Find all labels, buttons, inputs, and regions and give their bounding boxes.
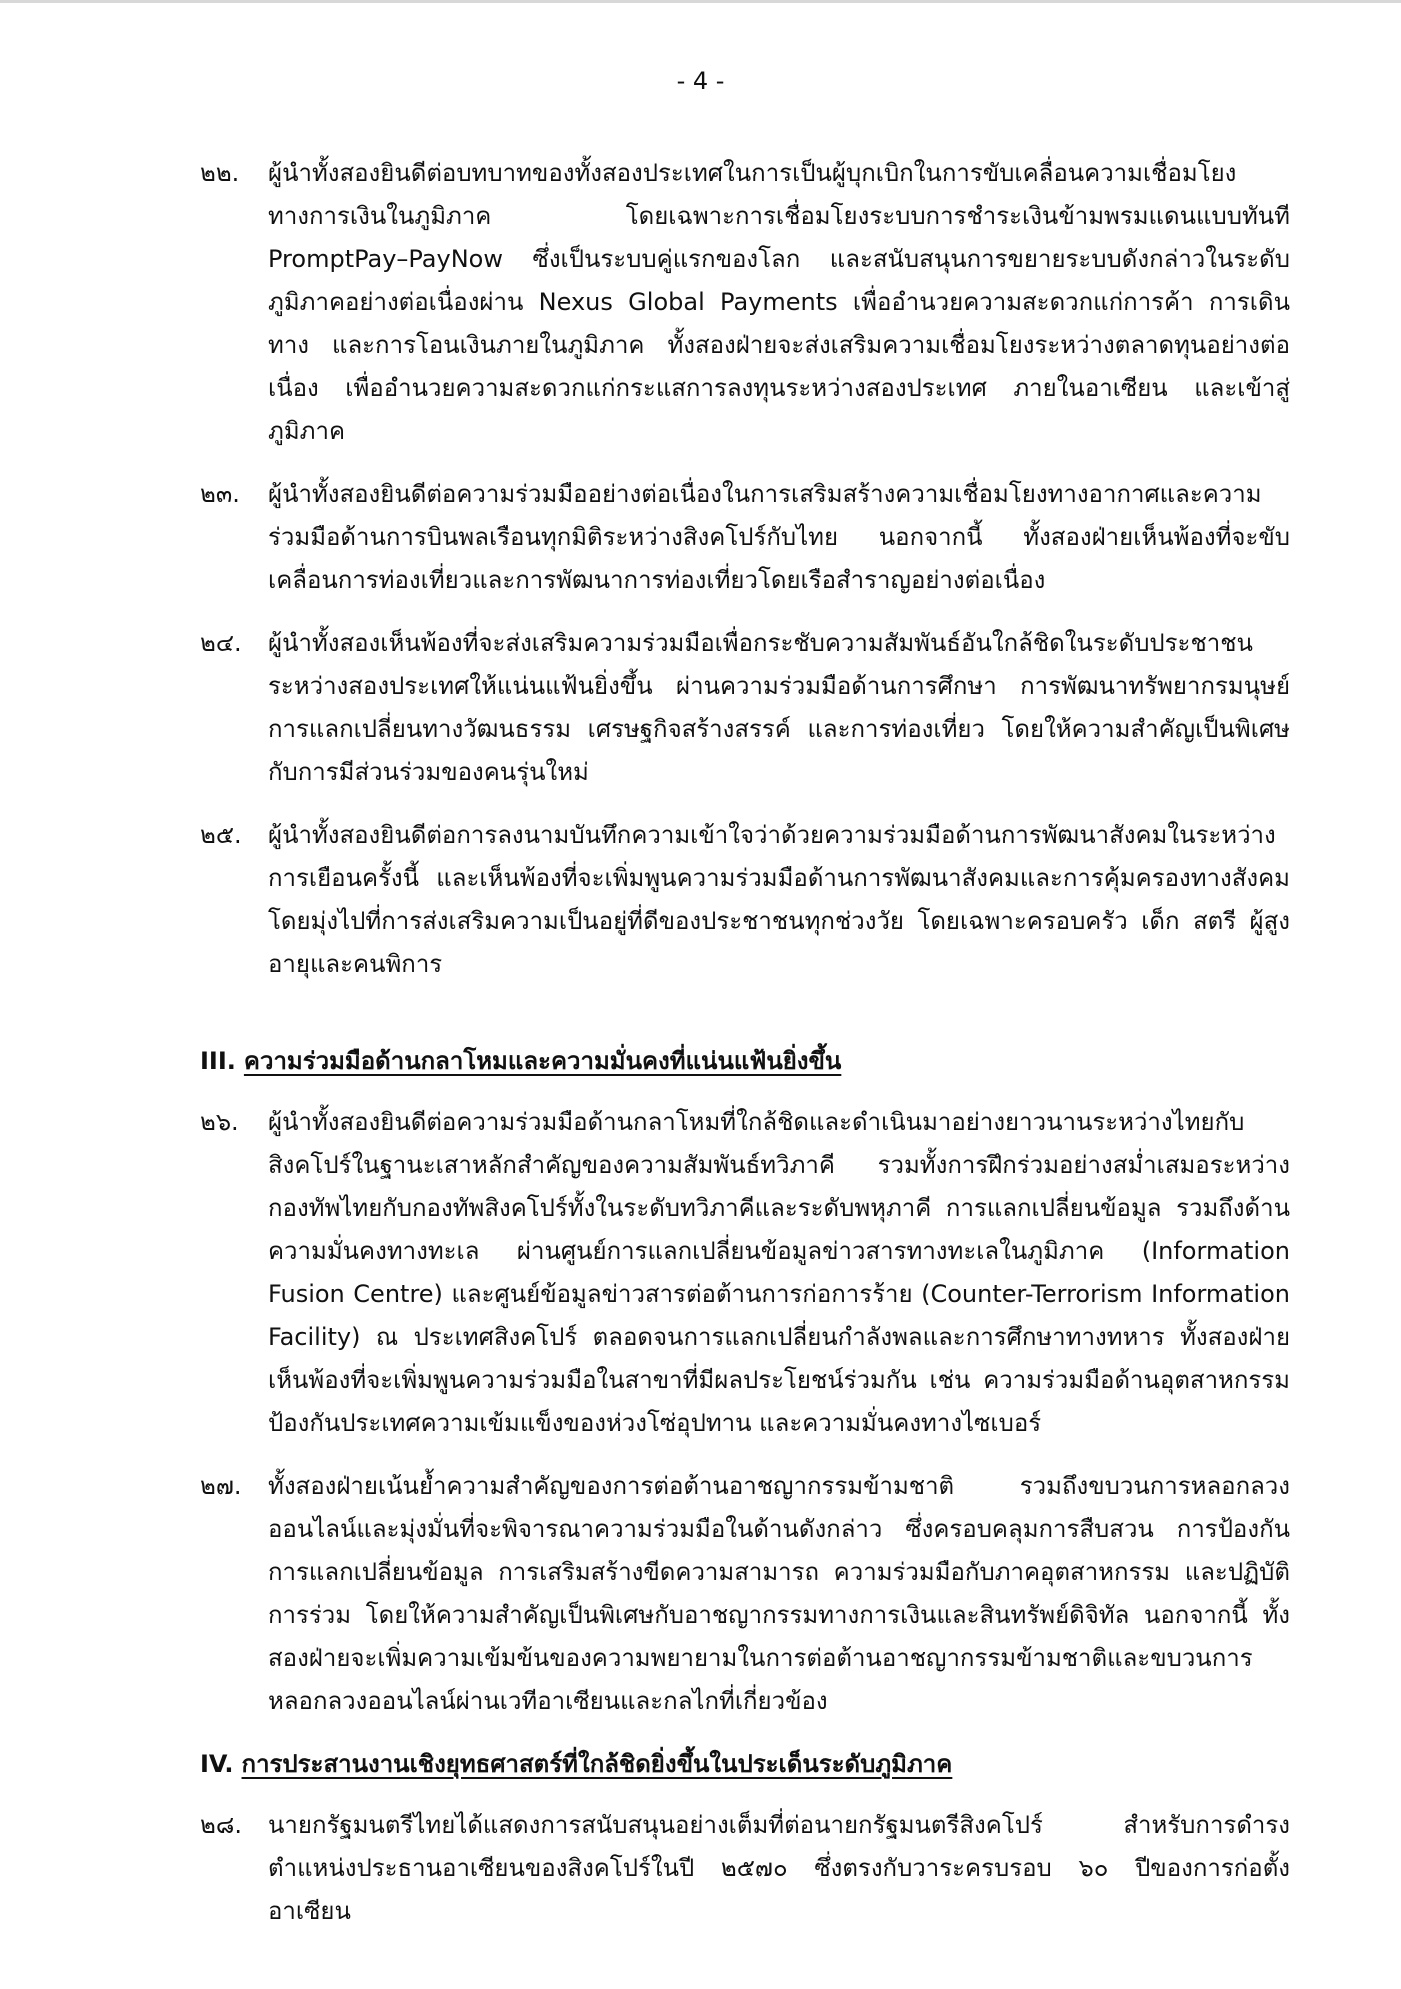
section-numeral: III. bbox=[200, 1047, 236, 1075]
paragraph-number: ๒๘. bbox=[200, 1811, 242, 1839]
section-title: ความร่วมมือด้านกลาโหมและความมั่นคงที่แน่นแฟ้นยิ่งขึ้น bbox=[243, 1047, 842, 1075]
paragraph-number: ๒๔. bbox=[200, 629, 242, 657]
top-border-line bbox=[0, 0, 1401, 3]
paragraph-number: ๒๕. bbox=[200, 821, 242, 849]
paragraph-22 bbox=[200, 152, 1290, 453]
paragraph-text: นายกรัฐมนตรีไทยได้แสดงการสนับสนุนอย่างเต็มที่ต่อนายกรัฐมนตรีสิงคโปร์ สำหรับการดำรงตำแหน่งประธานอาเซียนของสิงคโปร์ในปี ๒๕๗๐ ซึ่งตรงกับวาระครบรอบ ๖๐ ปีของการก่อตั้งอาเซียน bbox=[268, 1811, 1290, 1925]
document-body bbox=[200, 152, 1290, 1953]
paragraph-number: ๒๒. bbox=[200, 159, 240, 187]
paragraph-number: ๒๖. bbox=[200, 1108, 239, 1136]
section-numeral: IV. bbox=[200, 1750, 234, 1778]
page-number: - 4 - bbox=[676, 67, 725, 95]
paragraph-number: ๒๓. bbox=[200, 480, 240, 508]
paragraph-28 bbox=[200, 1804, 1290, 1933]
paragraph-text: ทั้งสองฝ่ายเน้นย้ำความสำคัญของการต่อต้านอาชญากรรมข้ามชาติ รวมถึงขบวนการหลอกลวงออนไลน์และมุ่งมั่นที่จะพิจารณาความร่วมมือในด้านดังกล่าว ซึ่งครอบคลุมการสืบสวน การป้องกันการแลกเปลี่ยนข้อมูล การเสริมสร้างขีดความสามารถ ความร่วมมือกับภาคอุตสาหกรรม และปฏิบัติการร่วม โดยให้ความสำคัญเป็นพิเศษกับอาชญากรรมทางการเงินและสินทรัพย์ดิจิทัล นอกจากนี้ ทั้งสองฝ่ายจะเพิ่มความเข้มข้นของความพยายามในการต่อต้านอาชญากรรมข้ามชาติและขบวนการหลอกลวงออนไลน์ผ่านเวทีอาเซียนและกลไกที่เกี่ยวข้อง bbox=[268, 1472, 1290, 1715]
paragraph-text: ผู้นำทั้งสองยินดีต่อความร่วมมือด้านกลาโหมที่ใกล้ชิดและดำเนินมาอย่างยาวนานระหว่างไทยกับสิงคโปร์ในฐานะเสาหลักสำคัญของความสัมพันธ์ทวิภาคี รวมทั้งการฝึกร่วมอย่างสม่ำเสมอระหว่างกองทัพไทยกับกองทัพสิงคโปร์ทั้งในระดับทวิภาคีและระดับพหุภาคี การแลกเปลี่ยนข้อมูล รวมถึงด้านความมั่นคงทางทะเล ผ่านศูนย์การแลกเปลี่ยนข้อมูลข่าวสารทางทะเลในภูมิภาค (Information Fusion Centre) และศูนย์ข้อมูลข่าวสารต่อต้านการก่อการร้าย (Counter-Terrorism Information Facility) ณ ประเทศสิงคโปร์ ตลอดจนการแลกเปลี่ยนกำลังพลและการศึกษาทางทหาร ทั้งสองฝ่ายเห็นพ้องที่จะเพิ่มพูนความร่วมมือในสาขาที่มีผลประโยชน์ร่วมกัน เช่น ความร่วมมือด้านอุตสาหกรรมป้องกันประเทศความเข้มแข็งของห่วงโซ่อุปทาน และความมั่นคงทางไซเบอร์ bbox=[268, 1108, 1290, 1437]
section-spacer bbox=[200, 1006, 1290, 1040]
section-heading-iv bbox=[200, 1743, 1290, 1786]
section-title: การประสานงานเชิงยุทธศาสตร์ที่ใกล้ชิดยิ่งขึ้นในประเด็นระดับภูมิภาค bbox=[241, 1750, 953, 1778]
paragraph-26 bbox=[200, 1101, 1290, 1445]
paragraph-number: ๒๗. bbox=[200, 1472, 242, 1500]
paragraph-text: ผู้นำทั้งสองยินดีต่อความร่วมมืออย่างต่อเนื่องในการเสริมสร้างความเชื่อมโยงทางอากาศและความร่วมมือด้านการบินพลเรือนทุกมิติระหว่างสิงคโปร์กับไทย นอกจากนี้ ทั้งสองฝ่ายเห็นพ้องที่จะขับเคลื่อนการท่องเที่ยวและการพัฒนาการท่องเที่ยวโดยเรือสำราญอย่างต่อเนื่อง bbox=[268, 480, 1290, 594]
paragraph-text: ผู้นำทั้งสองเห็นพ้องที่จะส่งเสริมความร่วมมือเพื่อกระชับความสัมพันธ์อันใกล้ชิดในระดับประชาชนระหว่างสองประเทศให้แน่นแฟ้นยิ่งขึ้น ผ่านความร่วมมือด้านการศึกษา การพัฒนาทรัพยากรมนุษย์ การแลกเปลี่ยนทางวัฒนธรรม เศรษฐกิจสร้างสรรค์ และการท่องเที่ยว โดยให้ความสำคัญเป็นพิเศษกับการมีส่วนร่วมของคนรุ่นใหม่ bbox=[268, 629, 1290, 786]
paragraph-23 bbox=[200, 473, 1290, 602]
paragraph-text: ผู้นำทั้งสองยินดีต่อการลงนามบันทึกความเข้าใจว่าด้วยความร่วมมือด้านการพัฒนาสังคมในระหว่างการเยือนครั้งนี้ และเห็นพ้องที่จะเพิ่มพูนความร่วมมือด้านการพัฒนาสังคมและการคุ้มครองทางสังคมโดยมุ่งไปที่การส่งเสริมความเป็นอยู่ที่ดีของประชาชนทุกช่วงวัย โดยเฉพาะครอบครัว เด็ก สตรี ผู้สูงอายุและคนพิการ bbox=[268, 821, 1290, 978]
paragraph-27 bbox=[200, 1465, 1290, 1723]
paragraph-24 bbox=[200, 622, 1290, 794]
paragraph-25 bbox=[200, 814, 1290, 986]
section-heading-iii bbox=[200, 1040, 1290, 1083]
paragraph-text: ผู้นำทั้งสองยินดีต่อบทบาทของทั้งสองประเทศในการเป็นผู้บุกเบิกในการขับเคลื่อนความเชื่อมโยงทางการเงินในภูมิภาค โดยเฉพาะการเชื่อมโยงระบบการชำระเงินข้ามพรมแดนแบบทันที PromptPay–PayNow ซึ่งเป็นระบบคู่แรกของโลก และสนับสนุนการขยายระบบดังกล่าวในระดับภูมิภาคอย่างต่อเนื่องผ่าน Nexus Global Payments เพื่ออำนวยความสะดวกแก่การค้า การเดินทาง และการโอนเงินภายในภูมิภาค ทั้งสองฝ่ายจะส่งเสริมความเชื่อมโยงระหว่างตลาดทุนอย่างต่อเนื่อง เพื่ออำนวยความสะดวกแก่กระแสการลงทุนระหว่างสองประเทศ ภายในอาเซียน และเข้าสู่ภูมิภาค bbox=[268, 159, 1290, 445]
